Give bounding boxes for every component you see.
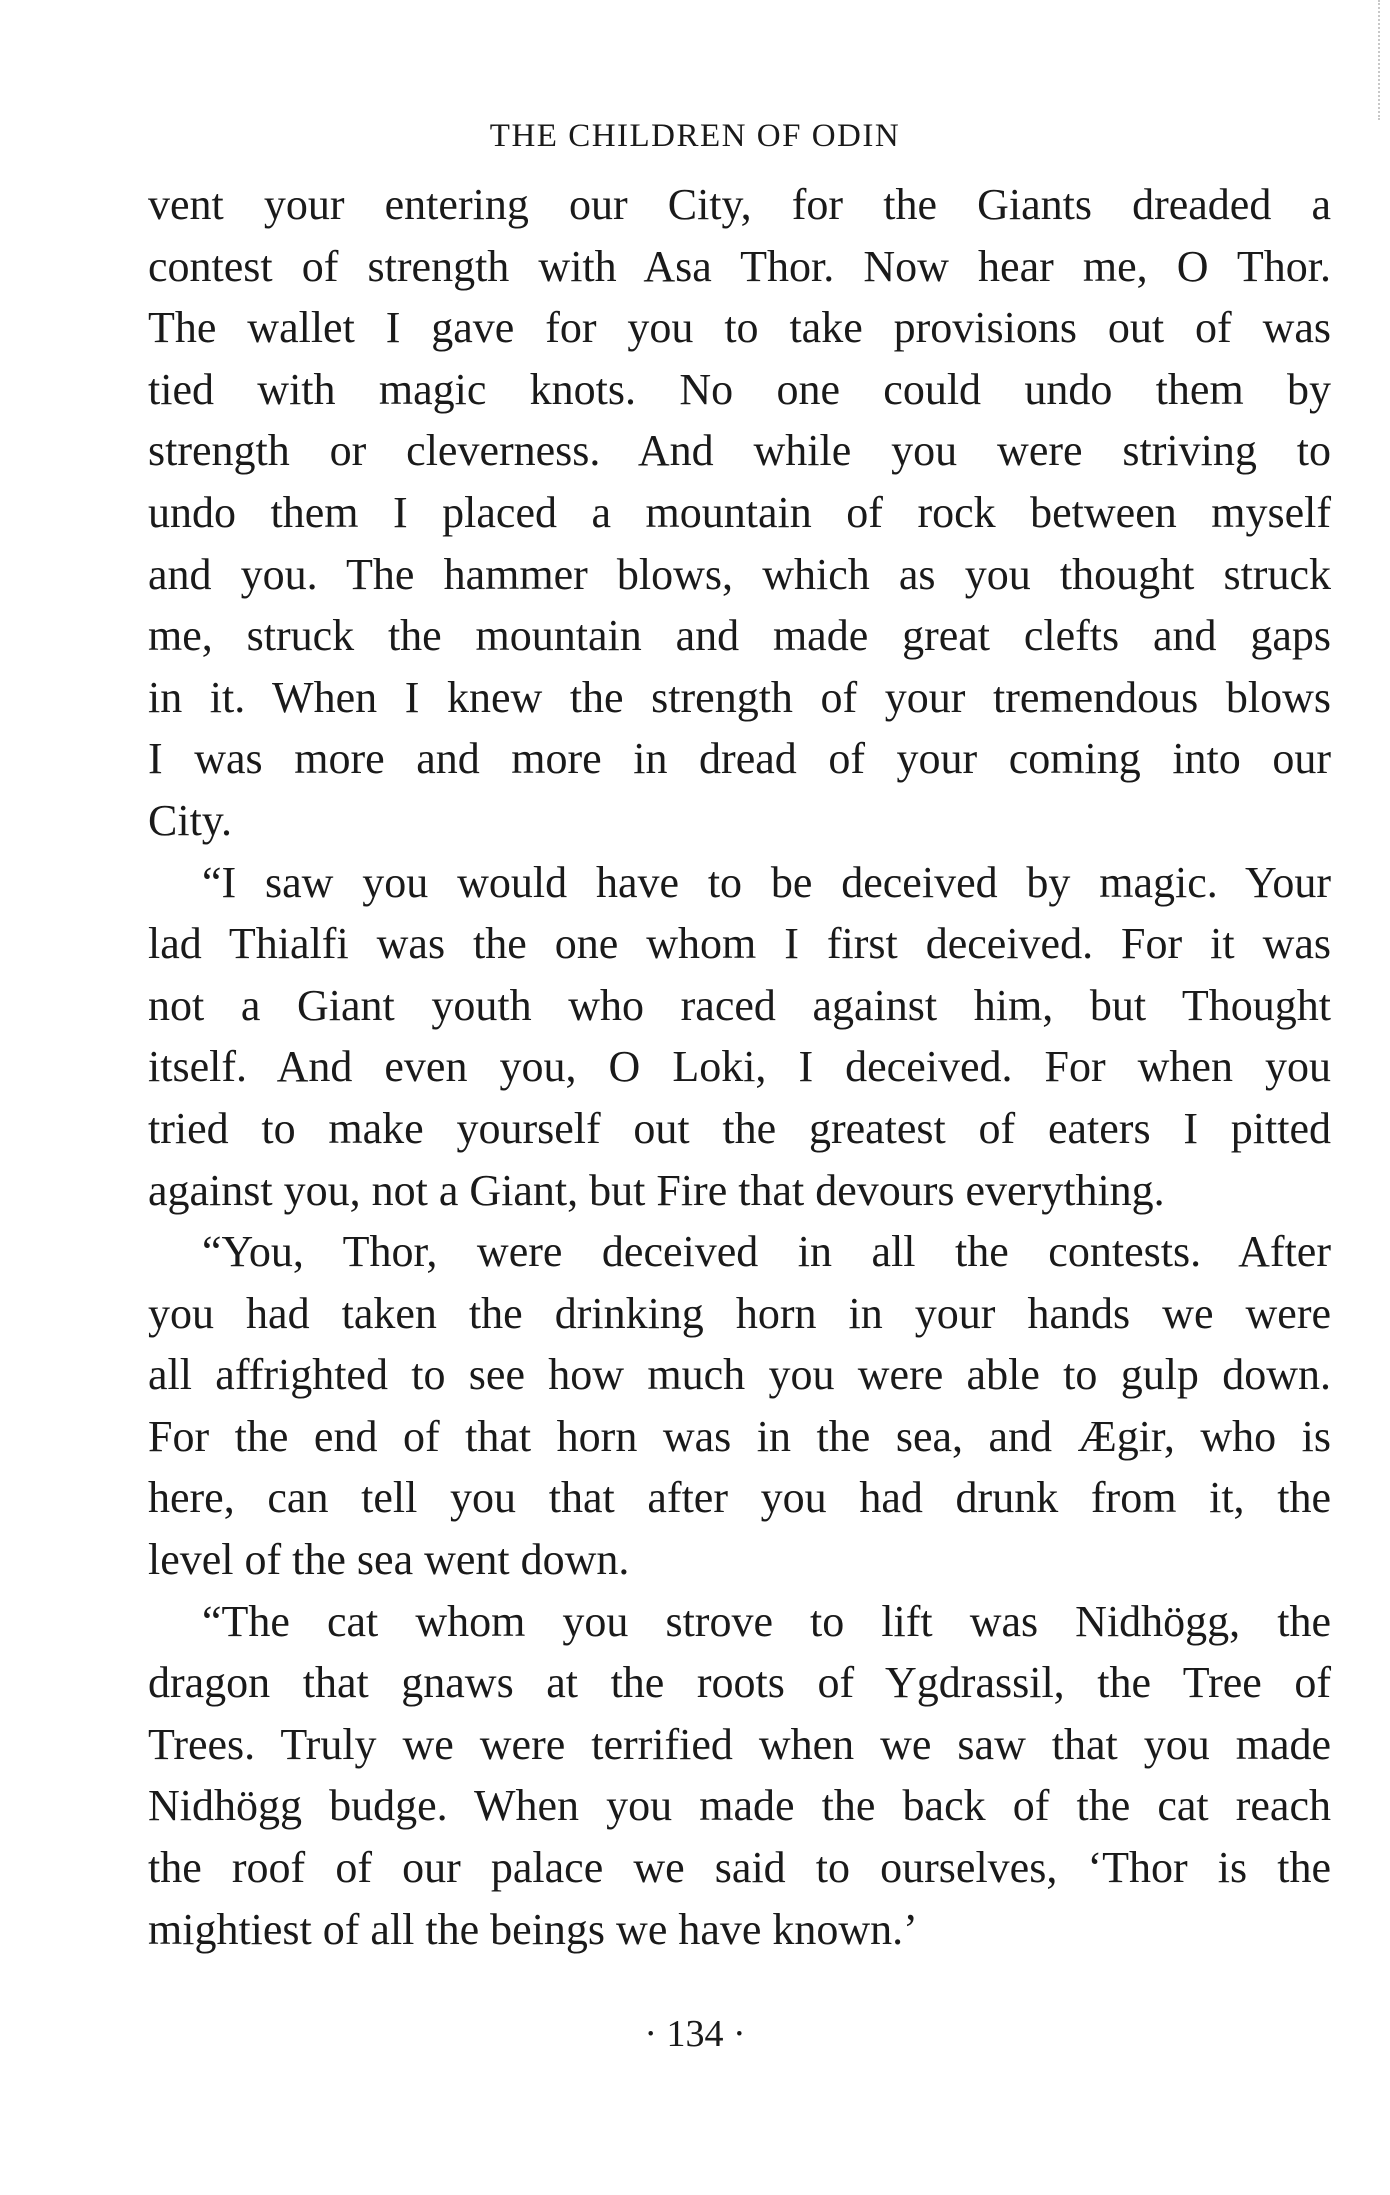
text-line: in it. When I knew the strength of your tremendous blows [148,672,1331,722]
paragraph-2 [148,852,1331,1222]
text-line: lad Thialfi was the one whom I first deceived. For it was [148,919,1331,969]
text-line: Trees. Truly we were terrified when we saw that you made [148,1719,1331,1769]
text-line: For the end of that horn was in the sea, and Ægir, who is [148,1411,1331,1461]
paragraph-4 [148,1591,1331,1961]
text-line: itself. And even you, O Loki, I deceived. For when you [148,1042,1331,1092]
text-line: tied with magic knots. No one could undo them by [148,364,1331,414]
text-line: you had taken the drinking horn in your hands we were [148,1288,1331,1338]
page-number: · 134 · [644,2013,746,2055]
text-line: City. [148,795,232,845]
text-line: dragon that gnaws at the roots of Ygdrassil, the Tree of [148,1658,1331,1708]
text-line: not a Giant youth who raced against him, but Thought [148,980,1331,1030]
text-line: here, can tell you that after you had drunk from it, the [148,1473,1331,1523]
text-line: tried to make yourself out the greatest of eaters I pitted [148,1103,1331,1153]
text-line: and you. The hammer blows, which as you thought struck [148,549,1331,599]
paragraph-3 [148,1221,1331,1591]
text-line: “You, Thor, were deceived in all the contests. After [202,1227,1331,1277]
page-edge-mark [1376,0,1380,120]
text-line: strength or cleverness. And while you were striving to [148,426,1331,476]
text-line: Nidhögg budge. When you made the back of the cat reach [148,1781,1331,1831]
text-line: contest of strength with Asa Thor. Now hear me, O Thor. [148,241,1331,291]
text-line: vent your entering our City, for the Giants dreaded a [148,180,1331,229]
text-line: mightiest of all the beings we have known.’ [148,1904,918,1954]
body-text [148,174,1331,1960]
text-line: “The cat whom you strove to lift was Nidhögg, the [202,1596,1331,1646]
text-line: “I saw you would have to be deceived by magic. Your [202,857,1331,907]
text-line: all affrighted to see how much you were able to gulp down. [148,1350,1331,1400]
text-line: the roof of our palace we said to ourselves, ‘Thor is the [148,1843,1331,1893]
text-line: I was more and more in dread of your coming into our [148,734,1331,784]
text-line: against you, not a Giant, but Fire that devours everything. [148,1165,1165,1215]
running-head: THE CHILDREN OF ODIN [489,118,901,154]
text-line: The wallet I gave for you to take provisions out of was [148,303,1331,353]
text-line: undo them I placed a mountain of rock between myself [148,487,1331,537]
paragraph-1 [148,174,1331,852]
text-line: level of the sea went down. [148,1535,630,1585]
text-line: me, struck the mountain and made great clefts and gaps [148,611,1331,661]
